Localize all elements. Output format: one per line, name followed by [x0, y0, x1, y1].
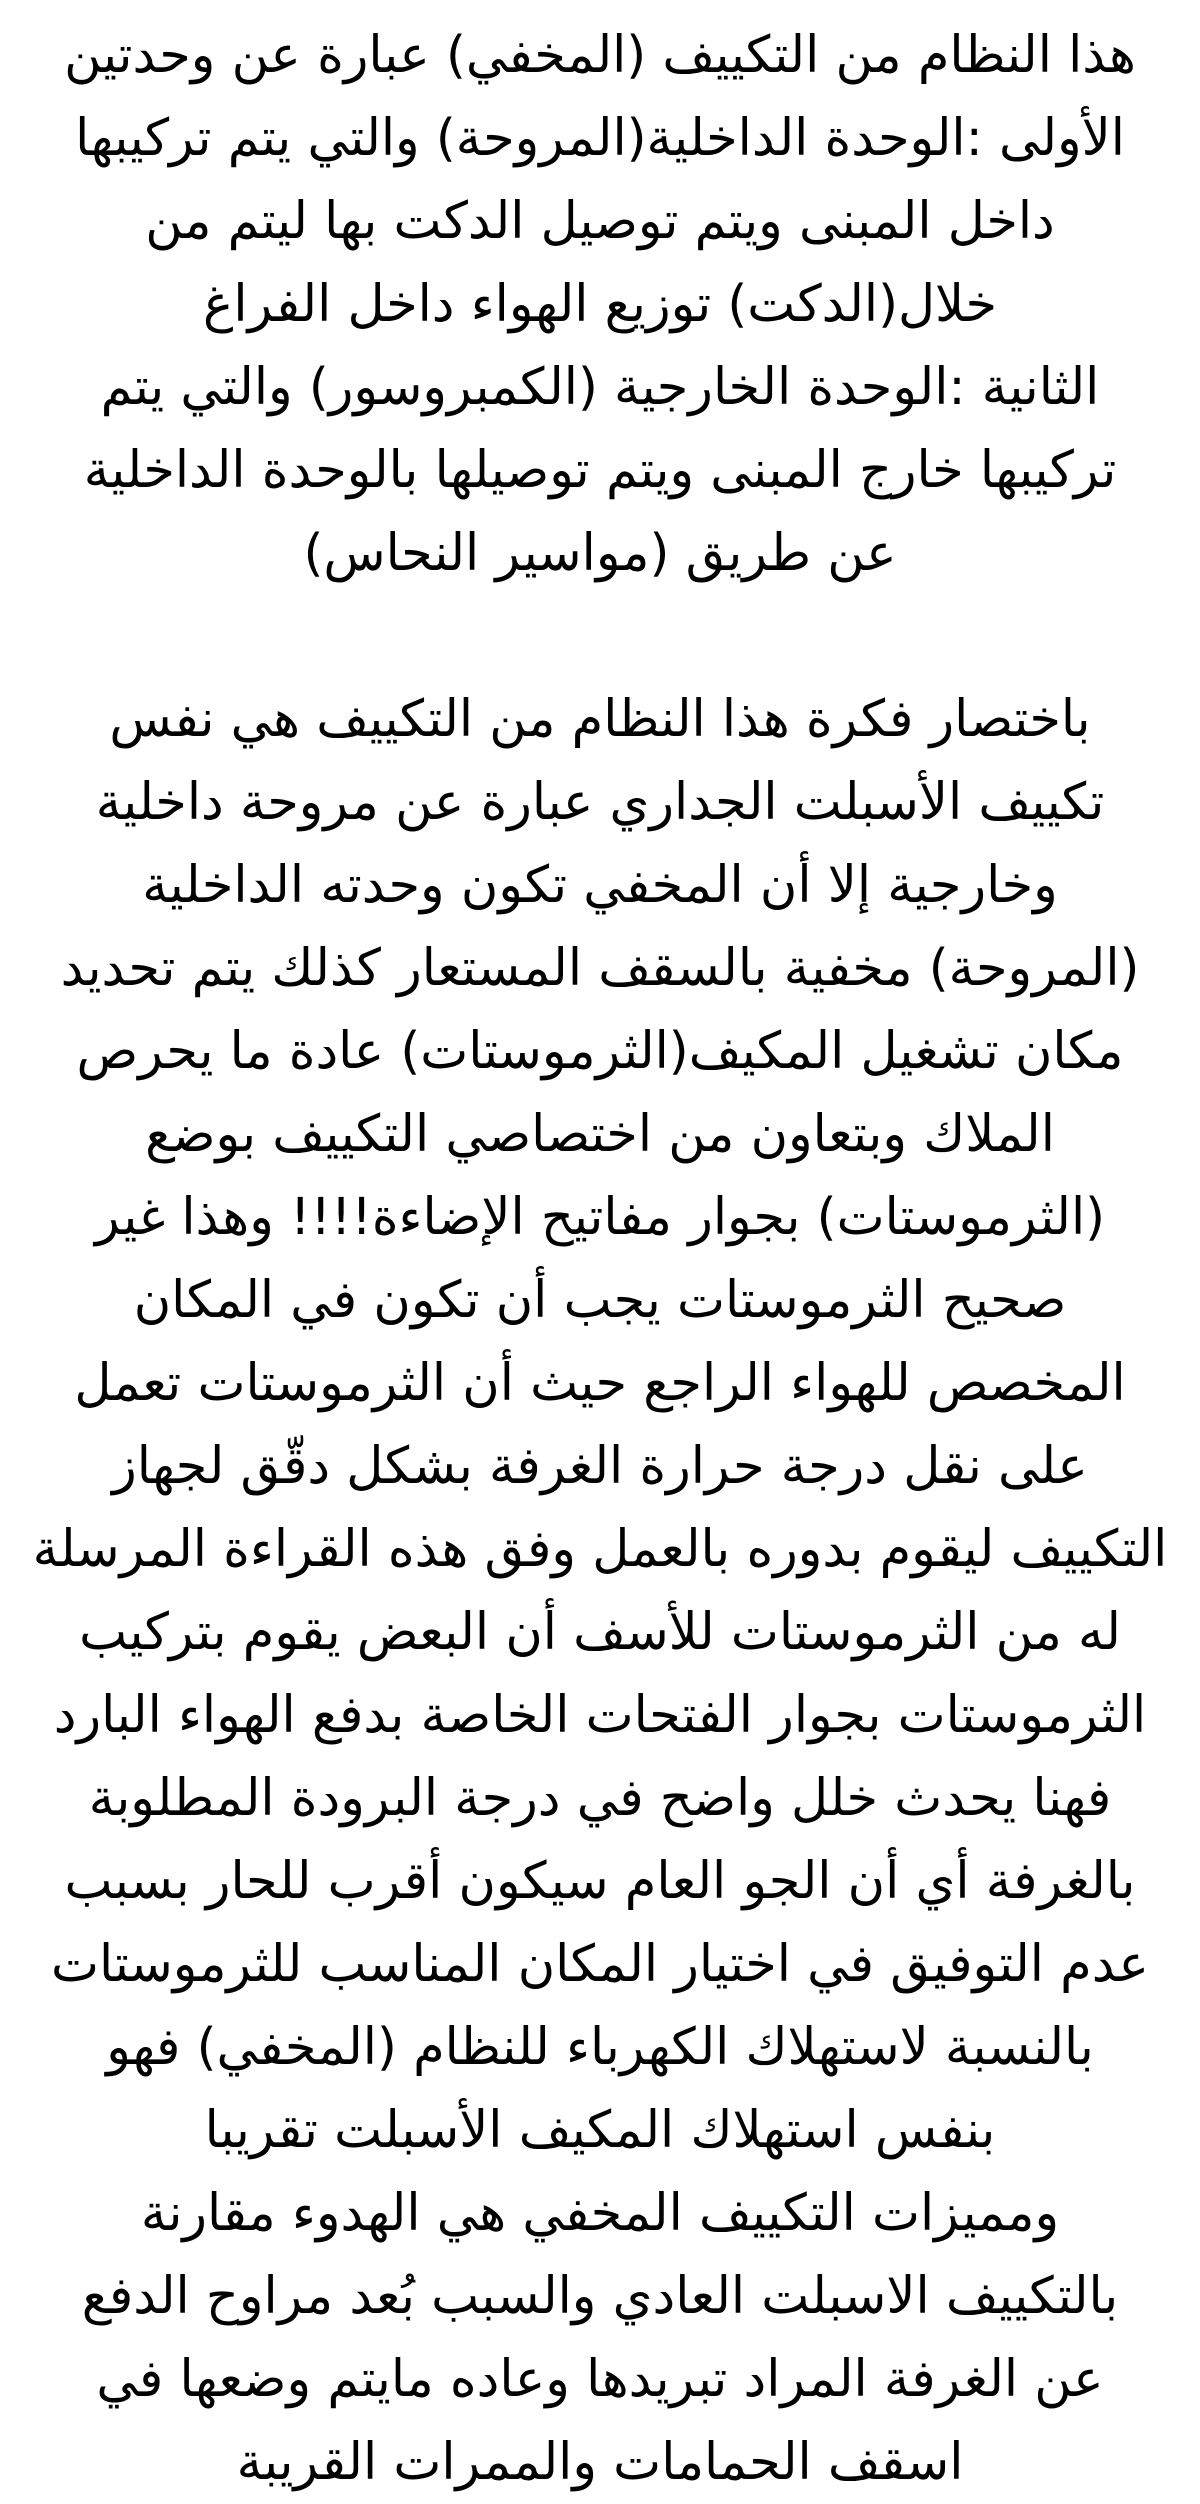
text-line: وخارجية إلا أن المخفي تكون وحدته الداخلية [142, 856, 1058, 915]
text-line: خلال(الدكت) توزيع الهواء داخل الفراغ [203, 275, 997, 334]
text-line: (المروحة) مخفية بالسقف المستعار كذلك يتم تحديد [60, 939, 1140, 998]
text-line: صحيح الثرموستات يجب أن تكون في المكان [133, 1271, 1067, 1330]
text-line: هذا النظام من التكييف (المخفي) عبارة عن وحدتين [64, 26, 1136, 85]
text-line: فهنا يحدث خلل واضح في درجة البرودة المطلوبة [88, 1769, 1112, 1828]
paragraph-units [0, 14, 1200, 595]
text-line: الثرموستات بجوار الفتحات الخاصة بدفع الهواء البارد [53, 1686, 1147, 1745]
paragraph-summary [0, 678, 1200, 2504]
text-line: الأولى :الوحدة الداخلية(المروحة) والتي يتم تركيبها [75, 109, 1125, 168]
text-line: بنفس استهلاك المكيف الأسبلت تقريبا [204, 2101, 996, 2160]
paragraph-gap [0, 595, 1200, 678]
text-line: عدم التوفيق في اختيار المكان المناسب للثرموستات [51, 1935, 1149, 1994]
text-line: تكييف الأسبلت الجداري عبارة عن مروحة داخلية [95, 773, 1105, 832]
text-line: الثانية :الوحدة الخارجية (الكمبروسور) والتي يتم [100, 358, 1100, 417]
text-line: مكان تشغيل المكيف(الثرموستات) عادة ما يحرص [76, 1022, 1124, 1081]
text-line: على نقل درجة حرارة الغرفة بشكل دقّق لجهاز [112, 1437, 1088, 1496]
text-line: الملاك وبتعاون من اختصاصي التكييف بوضع [145, 1105, 1055, 1164]
text-line: (الثرموستات) بجوار مفاتيح الإضاءة!!!! وهذا غير [94, 1188, 1106, 1247]
text-line: المخصص للهواء الراجع حيث أن الثرموستات تعمل [74, 1354, 1126, 1413]
text-line: بالغرفة أي أن الجو العام سيكون أقرب للحار بسبب [64, 1852, 1136, 1911]
text-line: تركيبها خارج المبنى ويتم توصيلها بالوحدة الداخلية [83, 441, 1117, 500]
text-line: عن الغرفة المراد تبريدها وعاده مايتم وضعها في [96, 2350, 1104, 2409]
text-line: داخل المبنى ويتم توصيل الدكت بها ليتم من [145, 192, 1055, 251]
text-line: باختصار فكرة هذا النظام من التكييف هي نفس [109, 690, 1091, 749]
text-line: اسقف الحمامات والممرات القريبة [236, 2433, 964, 2492]
text-line: بالتكييف الاسبلت العادي والسبب بُعد مراوح الدفع [81, 2267, 1119, 2326]
text-line: بالنسبة لاستهلاك الكهرباء للنظام (المخفي) فهو [106, 2018, 1094, 2077]
text-line: ومميزات التكييف المخفي هي الهدوء مقارنة [140, 2184, 1060, 2243]
text-line: عن طريق (مواسير النحاس) [303, 524, 897, 583]
text-line: التكييف ليقوم بدوره بالعمل وفق هذه القراءة المرسلة [32, 1520, 1168, 1579]
text-line: له من الثرموستات للأسف أن البعض يقوم بتركيب [79, 1603, 1121, 1662]
